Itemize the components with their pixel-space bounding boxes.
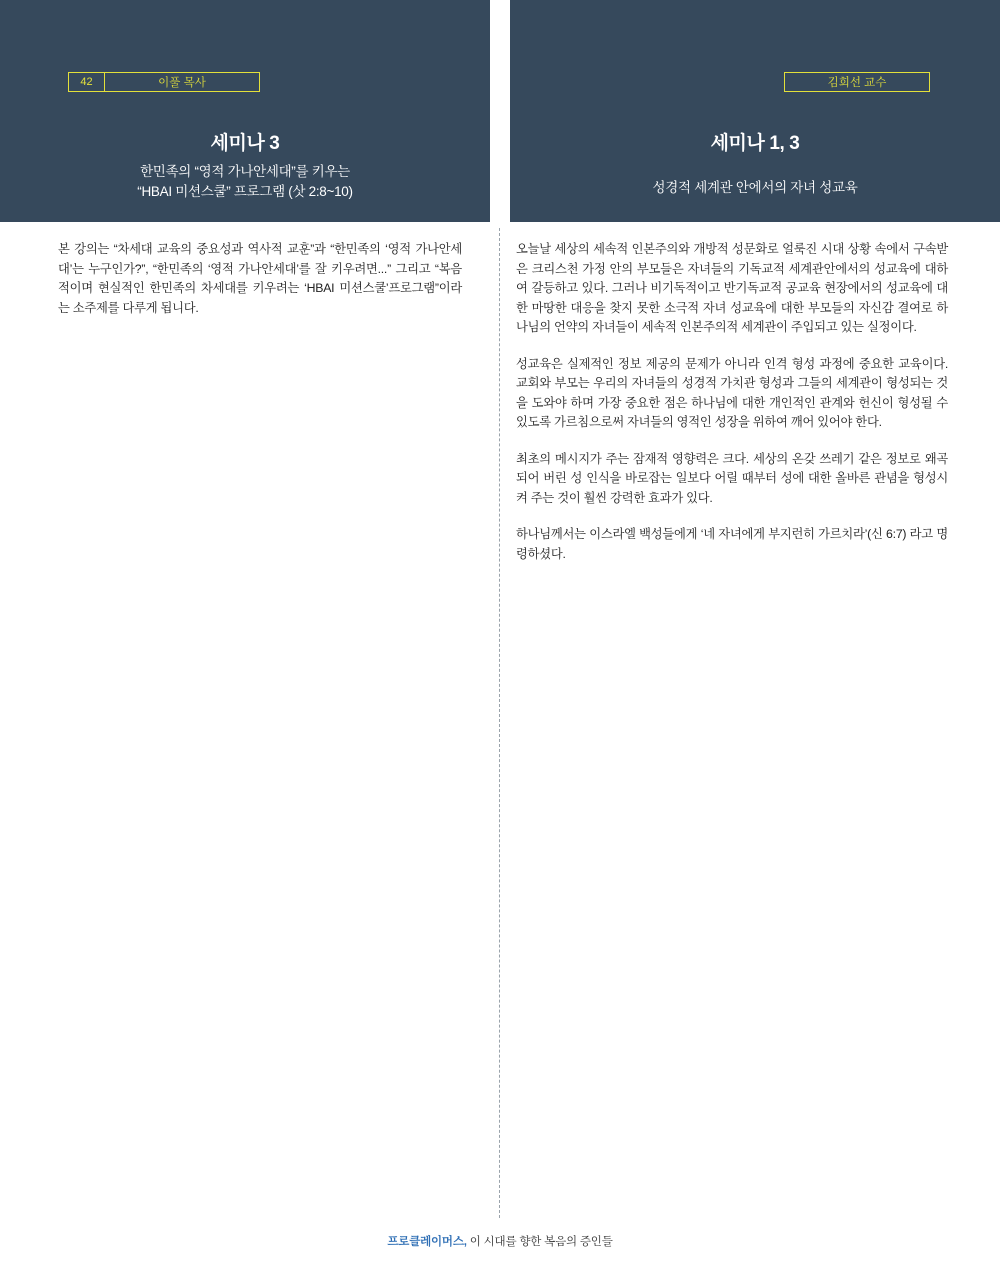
- page-footer: [0, 1233, 1000, 1249]
- footer-brand: 프로클레이머스,: [387, 1236, 467, 1248]
- footer-tagline: 이 시대를 향한 복음의 증인들: [466, 1236, 613, 1248]
- right-speaker-tag: [784, 72, 930, 92]
- right-paragraph: 오늘날 세상의 세속적 인본주의와 개방적 성문화로 얼룩진 시대 상황 속에서 구속받은 크리스천 가정 안의 부모들은 자녀들의 기독교적 세계관안에서의 성교육에 대하여 갈등하고 있다. 그러나 비기독적이고 반기독교적 공교육 현장에서의 성교육에 대한 마땅한 대응을 찾지 못한 소극적 자녀 성교육에 대한 부모들의 자신감 결여로 하나님의 언약의 자녀들이 세속적 인본주의적 세계관이 주입되고 있는 실정이다.: [516, 242, 948, 334]
- left-speaker-tag: [68, 72, 260, 92]
- left-subtitle-line-1: 한민족의 “영적 가나안세대”를 키우는: [140, 164, 350, 179]
- right-paragraph: 최초의 메시지가 주는 잠재적 영향력은 크다. 세상의 온갖 쓰레기 같은 정보로 왜곡되어 버린 성 인식을 바로잡는 일보다 어릴 때부터 성에 대한 올바른 관념을 형성시켜 주는 것이 훨씬 강력한 효과가 있다.: [516, 451, 948, 505]
- column-divider: [499, 228, 500, 1218]
- right-speaker-name: 김희선 교수: [827, 77, 887, 89]
- left-subtitle-line-2: “HBAI 미션스쿨” 프로그램 (삿 2:8~10): [137, 184, 353, 199]
- left-seminar-subtitle: [0, 162, 490, 202]
- right-subtitle-line-1: 성경적 세계관 안에서의 자녀 성교육: [652, 180, 858, 195]
- right-header-band: [510, 0, 1000, 222]
- page-number: 42: [69, 73, 105, 91]
- left-body-column: [58, 240, 462, 335]
- header-band-gap: [490, 0, 510, 222]
- right-body-column: [516, 240, 948, 581]
- right-paragraph: 하나님께서는 이스라엘 백성들에게 ‘네 자녀에게 부지런히 가르치라’(신 6:7) 라고 명령하셨다.: [516, 527, 948, 561]
- left-seminar-title: 세미나 3: [210, 133, 280, 154]
- left-header-band: [0, 0, 490, 222]
- left-speaker-name: 이풀 목사: [158, 77, 206, 89]
- right-seminar-title: 세미나 1, 3: [710, 133, 800, 154]
- left-paragraph: 본 강의는 “차세대 교육의 중요성과 역사적 교훈”과 “한민족의 ‘영적 가나안세대’는 누구인가?”, “한민족의 ‘영적 가나안세대’를 잘 키우려면...” 그리고 “복음적이며 현실적인 한민족의 차세대를 키우려는 ‘HBAI 미션스쿨’프로그램”이라는 소주제를 다루게 됩니다.: [58, 242, 462, 315]
- right-seminar-subtitle: [510, 178, 1000, 198]
- right-paragraph: 성교육은 실제적인 정보 제공의 문제가 아니라 인격 형성 과정에 중요한 교육이다. 교회와 부모는 우리의 자녀들의 성경적 가치관 형성과 그들의 세계관이 형성되는 것을 도와야 하며 가장 중요한 점은 하나님에 대한 개인적인 관계와 헌신이 형성될 수 있도록 가르침으로써 자녀들의 영적인 성장을 위하여 깨어 있어야 한다.: [516, 356, 948, 429]
